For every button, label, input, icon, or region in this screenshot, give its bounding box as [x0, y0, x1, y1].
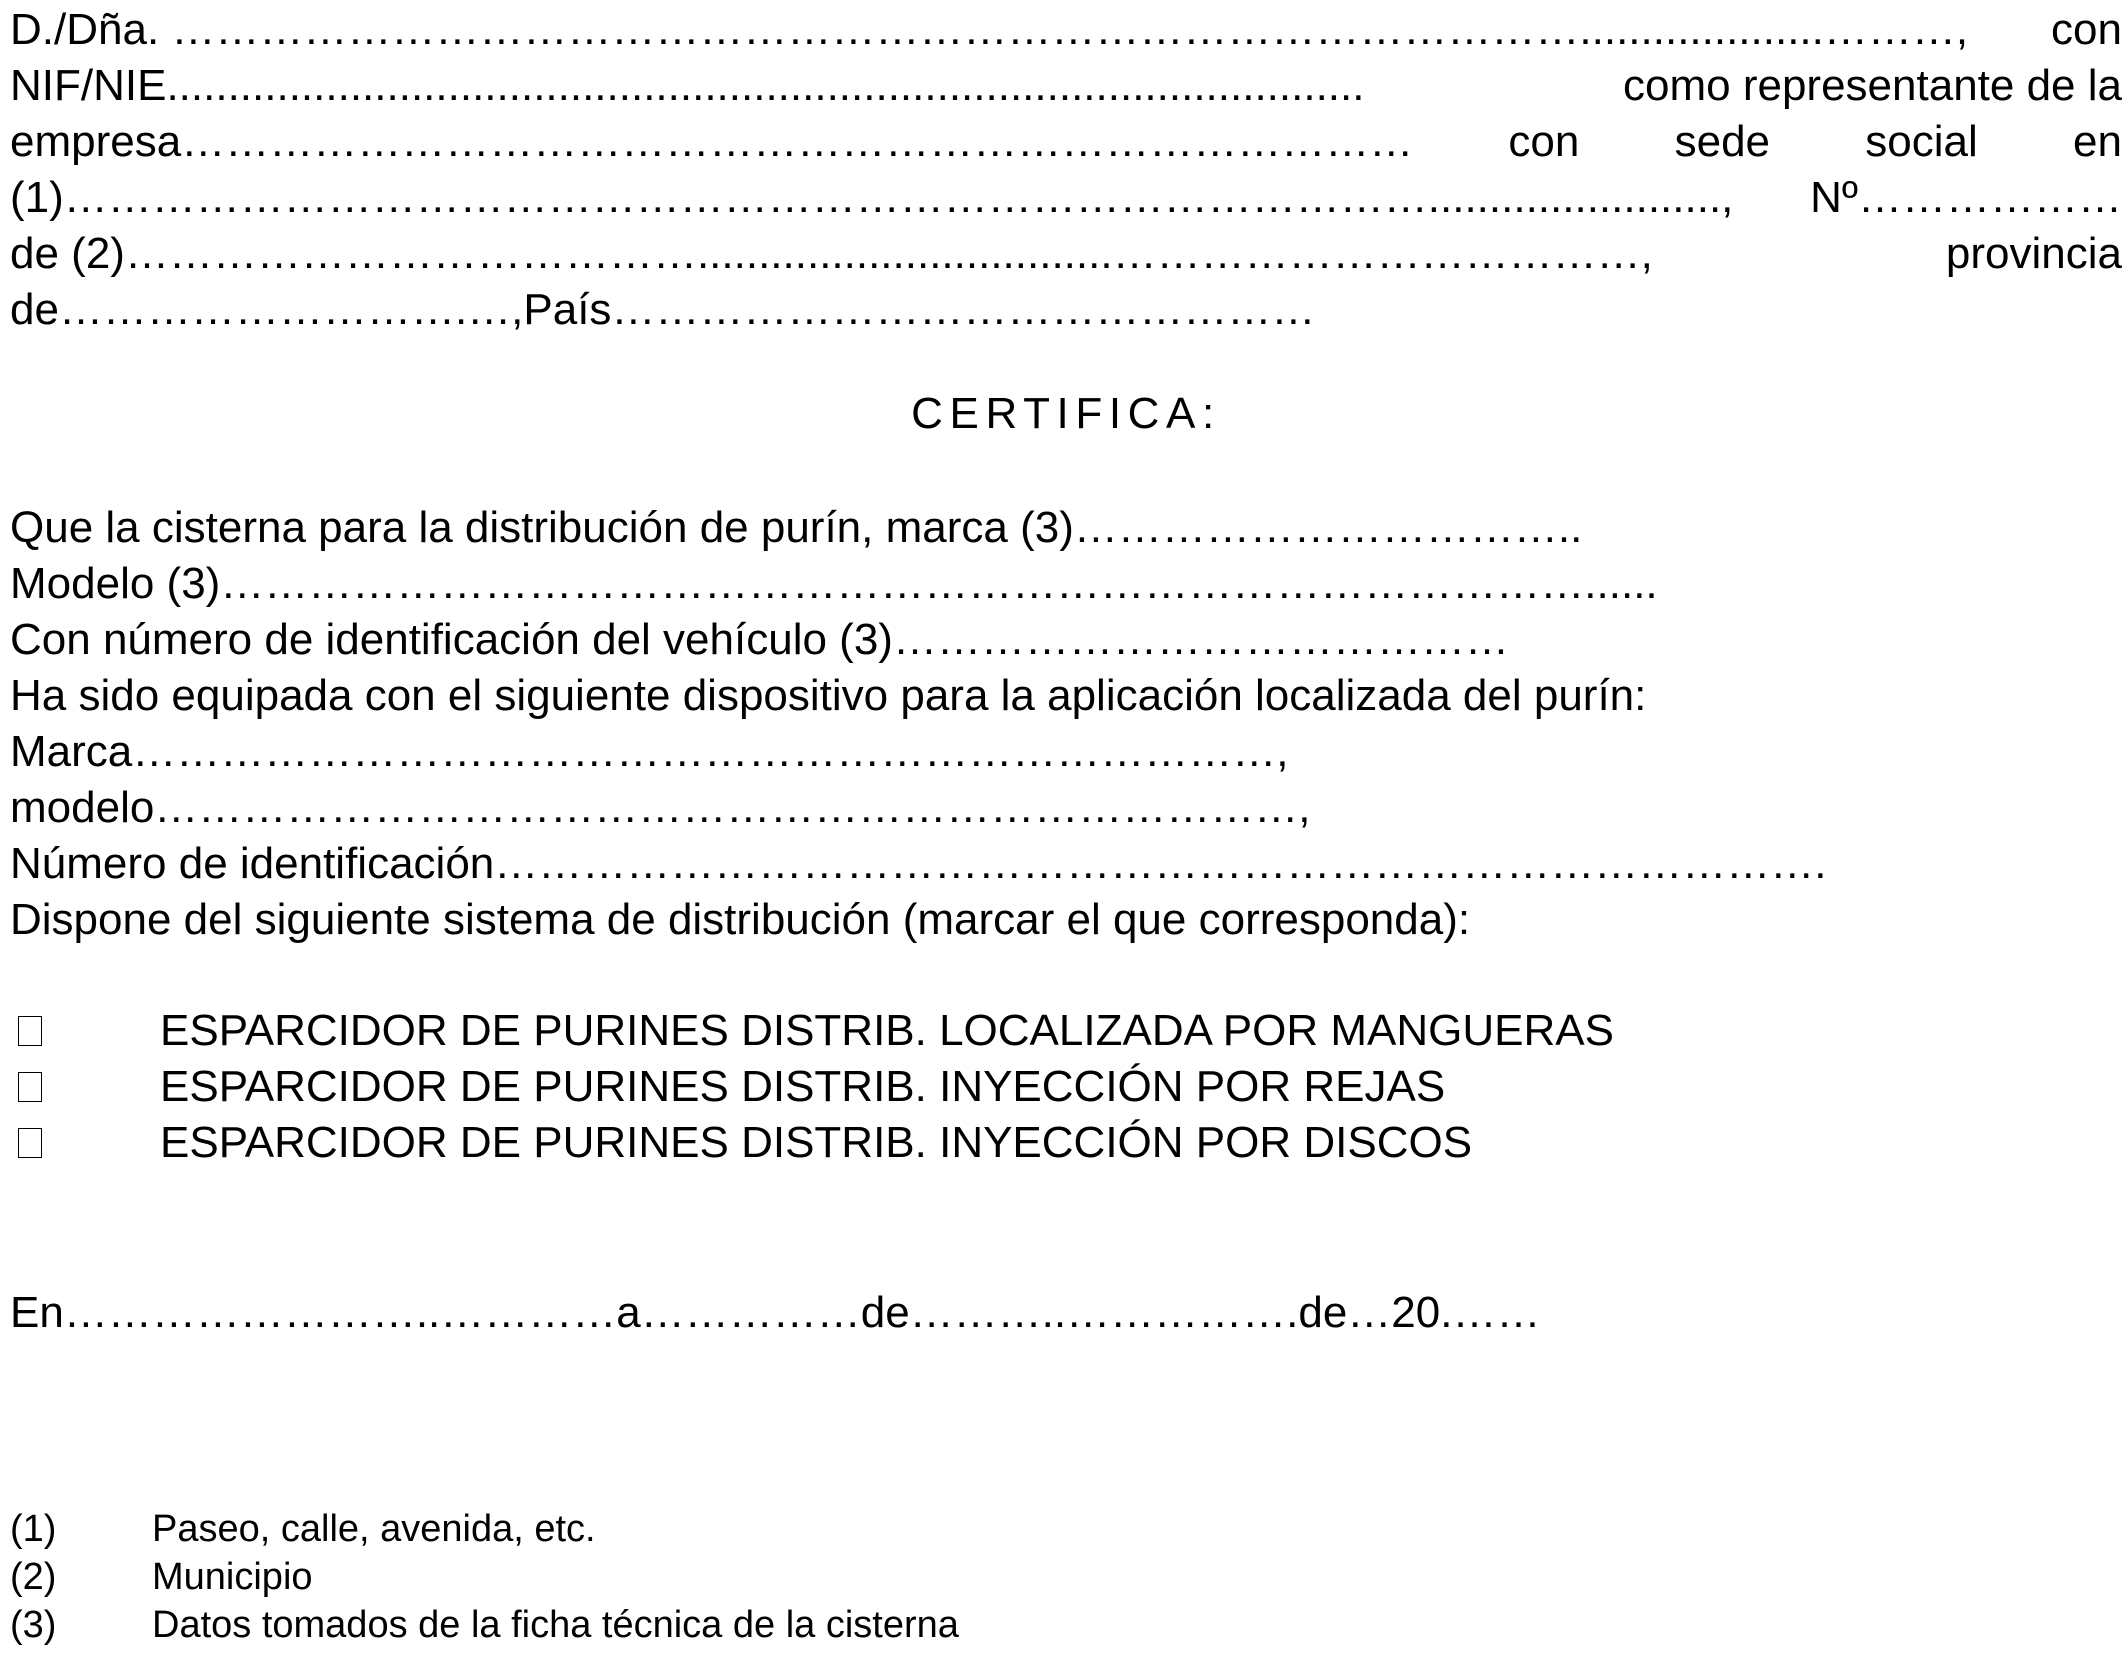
- province-label: provincia: [1933, 229, 2122, 278]
- name-line-end: con: [2051, 5, 2122, 54]
- footnote: [10, 1601, 2122, 1649]
- footnote-number: (2): [10, 1556, 57, 1598]
- cistern-model-line[interactable]: Modelo (3)…………………………………………………………………………………......: [10, 559, 1658, 608]
- option-tines[interactable]: [10, 1059, 2122, 1115]
- name-field-label[interactable]: D./Dña. ……………………………………………………………………………………....................………,: [10, 5, 1981, 54]
- footnotes: [10, 1505, 2122, 1649]
- certificate-page: [10, 0, 2122, 1666]
- footnote-number: (3): [10, 1604, 57, 1646]
- nif-field-label[interactable]: NIF/NIE..................................................................................................: [10, 61, 1365, 110]
- municipality-field-label[interactable]: de (2)…………………………………..................................………………………………,: [10, 229, 1653, 278]
- device-intro-line: Ha sido equipada con el siguiente dispositivo para la aplicación localizada del purín:: [10, 671, 1647, 720]
- province-country-line[interactable]: de……………………….…,País…………………………………………: [10, 285, 1316, 334]
- nif-line-end: como representante de la: [1610, 61, 2122, 110]
- device-id-line[interactable]: Número de identificación……………………………………………………………………………….: [10, 839, 1827, 888]
- option-hoses-label: ESPARCIDOR DE PURINES DISTRIB. LOCALIZADA POR MANGUERAS: [160, 1006, 1614, 1055]
- footnote-text: Municipio: [152, 1556, 313, 1598]
- company-field-label[interactable]: empresa…………………………………………………………………………: [10, 117, 1414, 166]
- device-model-line[interactable]: modelo……………………………………………………………………,: [10, 783, 1311, 832]
- vehicle-id-line[interactable]: Con número de identificación del vehículo (3)……………………………………: [10, 615, 1509, 664]
- address-line: [10, 170, 2122, 226]
- company-word-social: social: [1865, 117, 1978, 166]
- company-line: [10, 114, 2122, 170]
- address-field-label[interactable]: (1)…………………………………………………………………………………........................,: [10, 173, 1734, 222]
- place-date-line[interactable]: En……………………..…………a……………de………..…………….de…20.……: [10, 1288, 1541, 1337]
- representative-block: [10, 2, 2122, 338]
- municipality-line: [10, 226, 2122, 282]
- number-field-label[interactable]: Nº………………: [1810, 173, 2122, 222]
- option-discs[interactable]: [10, 1115, 2122, 1171]
- footnote-number: (1): [10, 1508, 57, 1550]
- footnote: [10, 1505, 2122, 1553]
- company-word-en: en: [2073, 117, 2122, 166]
- company-word-sede: sede: [1674, 117, 1771, 166]
- footnote-text: Datos tomados de la ficha técnica de la cisterna: [152, 1604, 959, 1646]
- device-brand-line[interactable]: Marca……………………………………………………………………,: [10, 727, 1289, 776]
- checkbox-tines[interactable]: [18, 1072, 42, 1102]
- footnote: [10, 1553, 2122, 1601]
- option-discs-label: ESPARCIDOR DE PURINES DISTRIB. INYECCIÓN POR DISCOS: [160, 1118, 1473, 1167]
- distribution-options: [10, 1003, 2122, 1171]
- footnote-text: Paseo, calle, avenida, etc.: [152, 1508, 596, 1550]
- nif-line: [10, 58, 2122, 114]
- option-hoses[interactable]: [10, 1003, 2122, 1059]
- name-line: [10, 2, 2122, 58]
- checkbox-hoses[interactable]: [18, 1016, 42, 1046]
- certifica-heading: CERTIFICA:: [911, 389, 1221, 438]
- company-word-con: con: [1508, 117, 1580, 166]
- distribution-intro-line: Dispone del siguiente sistema de distribución (marcar el que corresponda):: [10, 895, 1471, 944]
- equipment-block: [10, 500, 2122, 948]
- checkbox-discs[interactable]: [18, 1128, 42, 1158]
- option-tines-label: ESPARCIDOR DE PURINES DISTRIB. INYECCIÓN POR REJAS: [160, 1062, 1446, 1111]
- cistern-brand-line[interactable]: Que la cisterna para la distribución de purín, marca (3)……………………………..: [10, 503, 1583, 552]
